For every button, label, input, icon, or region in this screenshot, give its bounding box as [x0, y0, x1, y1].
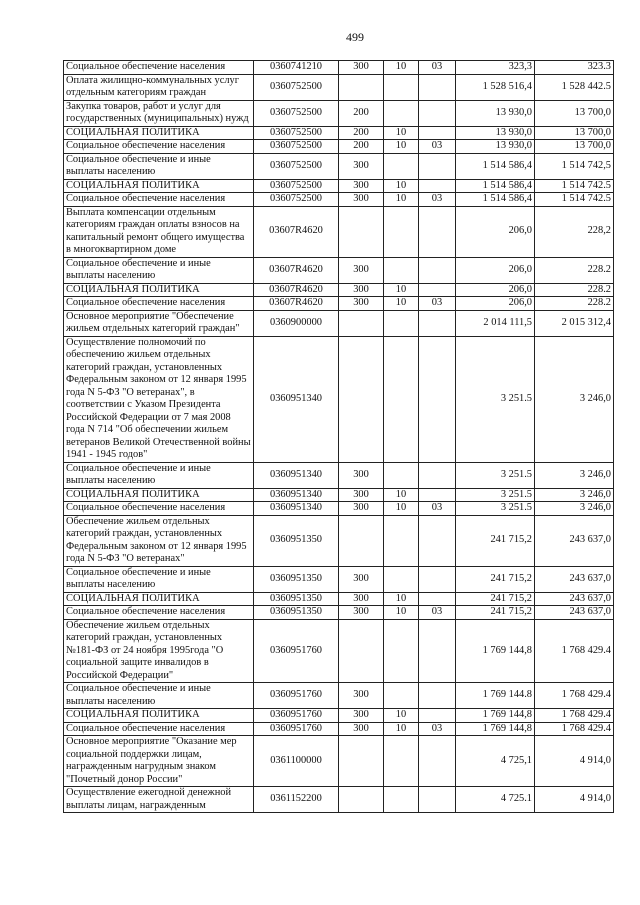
target-article-code: 0360951760	[254, 722, 339, 736]
amount-year-2: 1 768 429.4	[535, 683, 614, 709]
target-article-code: 0360752500	[254, 140, 339, 154]
target-article-code: 0360752500	[254, 126, 339, 140]
amount-year-1: 3 251.5	[456, 462, 535, 488]
expense-type-code: 300	[339, 592, 384, 606]
row-name: Социальное обеспечение и иные выплаты населению	[64, 257, 254, 283]
section-code: 10	[384, 179, 419, 193]
amount-year-1: 1 514 586,4	[456, 193, 535, 207]
section-code	[384, 736, 419, 787]
table-row	[64, 619, 614, 683]
row-name: СОЦИАЛЬНАЯ ПОЛИТИКА	[64, 488, 254, 502]
expense-type-code: 300	[339, 179, 384, 193]
section-code	[384, 683, 419, 709]
target-article-code: 0360951350	[254, 592, 339, 606]
expense-type-code: 300	[339, 297, 384, 311]
amount-year-1: 241 715,2	[456, 592, 535, 606]
subsection-code	[419, 310, 456, 336]
expense-type-code: 300	[339, 683, 384, 709]
section-code	[384, 462, 419, 488]
expense-type-code: 300	[339, 606, 384, 620]
expense-type-code: 300	[339, 153, 384, 179]
section-code: 10	[384, 606, 419, 620]
amount-year-1: 241 715,2	[456, 566, 535, 592]
amount-year-2: 228.2	[535, 283, 614, 297]
section-code: 10	[384, 297, 419, 311]
target-article-code: 0360951760	[254, 683, 339, 709]
budget-table-body	[64, 61, 614, 813]
amount-year-1: 206,0	[456, 257, 535, 283]
table-row	[64, 566, 614, 592]
expense-type-code: 300	[339, 283, 384, 297]
subsection-code: 03	[419, 722, 456, 736]
table-row	[64, 206, 614, 257]
amount-year-2: 13 700,0	[535, 126, 614, 140]
subsection-code	[419, 488, 456, 502]
amount-year-2: 1 514 742.5	[535, 179, 614, 193]
expense-type-code: 300	[339, 502, 384, 516]
subsection-code	[419, 336, 456, 462]
amount-year-2: 3 246,0	[535, 336, 614, 462]
row-name: Социальное обеспечение населения	[64, 502, 254, 516]
amount-year-2: 13 700,0	[535, 100, 614, 126]
amount-year-2: 3 246,0	[535, 502, 614, 516]
table-row	[64, 193, 614, 207]
amount-year-2: 243 637,0	[535, 566, 614, 592]
amount-year-1: 206,0	[456, 297, 535, 311]
row-name: Оплата жилищно-коммунальных услуг отдельным категориям граждан	[64, 74, 254, 100]
target-article-code: 0360752500	[254, 74, 339, 100]
amount-year-1: 3 251.5	[456, 502, 535, 516]
section-code	[384, 100, 419, 126]
amount-year-1: 1 769 144,8	[456, 619, 535, 683]
expense-type-code: 200	[339, 140, 384, 154]
subsection-code	[419, 126, 456, 140]
table-row	[64, 336, 614, 462]
row-name: СОЦИАЛЬНАЯ ПОЛИТИКА	[64, 179, 254, 193]
row-name: Обеспечение жильем отдельных категорий граждан, установленных Федеральным законом от 12 января 1995 года N 5-ФЗ "О ветеранах"	[64, 515, 254, 566]
expense-type-code: 300	[339, 193, 384, 207]
row-name: Социальное обеспечение и иные выплаты населению	[64, 462, 254, 488]
row-name: Обеспечение жильем отдельных категорий граждан, установленных №181-ФЗ от 24 ноября 1995года "О социальной защите инвалидов в Российской Федерации"	[64, 619, 254, 683]
section-code: 10	[384, 126, 419, 140]
amount-year-1: 1 514 586,4	[456, 153, 535, 179]
table-row	[64, 283, 614, 297]
table-row	[64, 462, 614, 488]
row-name: Социальное обеспечение и иные выплаты населению	[64, 683, 254, 709]
expense-type-code: 200	[339, 126, 384, 140]
subsection-code: 03	[419, 193, 456, 207]
row-name: СОЦИАЛЬНАЯ ПОЛИТИКА	[64, 709, 254, 723]
amount-year-1: 13 930,0	[456, 126, 535, 140]
expense-type-code	[339, 74, 384, 100]
section-code: 10	[384, 193, 419, 207]
subsection-code: 03	[419, 502, 456, 516]
amount-year-1: 241 715,2	[456, 515, 535, 566]
target-article-code: 0360951340	[254, 488, 339, 502]
section-code	[384, 206, 419, 257]
table-row	[64, 179, 614, 193]
section-code: 10	[384, 61, 419, 75]
expense-type-code: 300	[339, 257, 384, 283]
subsection-code	[419, 257, 456, 283]
subsection-code	[419, 462, 456, 488]
subsection-code	[419, 683, 456, 709]
expense-type-code: 300	[339, 462, 384, 488]
amount-year-1: 323,3	[456, 61, 535, 75]
table-row	[64, 502, 614, 516]
page-number: 499	[346, 30, 364, 44]
amount-year-1: 206,0	[456, 206, 535, 257]
amount-year-2: 1 514 742,5	[535, 153, 614, 179]
subsection-code	[419, 153, 456, 179]
target-article-code: 0360951340	[254, 462, 339, 488]
target-article-code: 0360951340	[254, 502, 339, 516]
table-row	[64, 74, 614, 100]
table-row	[64, 297, 614, 311]
expense-type-code	[339, 310, 384, 336]
target-article-code: 0360951340	[254, 336, 339, 462]
amount-year-2: 1 768 429.4	[535, 709, 614, 723]
amount-year-1: 13 930,0	[456, 140, 535, 154]
expense-type-code: 200	[339, 100, 384, 126]
amount-year-2: 1 768 429.4	[535, 619, 614, 683]
target-article-code: 03607R4620	[254, 283, 339, 297]
row-name: Социальное обеспечение и иные выплаты населению	[64, 566, 254, 592]
amount-year-1: 1 528 516,4	[456, 74, 535, 100]
subsection-code	[419, 100, 456, 126]
row-name: СОЦИАЛЬНАЯ ПОЛИТИКА	[64, 592, 254, 606]
row-name: Основное мероприятие "Оказание мер социальной поддержки лицам, награжденным нагрудным знаком "Почетный донор России"	[64, 736, 254, 787]
amount-year-1: 1 769 144,8	[456, 709, 535, 723]
amount-year-1: 241 715,2	[456, 606, 535, 620]
amount-year-2: 228.2	[535, 297, 614, 311]
amount-year-2: 3 246,0	[535, 462, 614, 488]
subsection-code: 03	[419, 61, 456, 75]
amount-year-1: 3 251.5	[456, 336, 535, 462]
target-article-code: 0360752500	[254, 100, 339, 126]
section-code: 10	[384, 722, 419, 736]
expense-type-code: 300	[339, 722, 384, 736]
amount-year-1: 3 251.5	[456, 488, 535, 502]
row-name: Осуществление полномочий по обеспечению жильем отдельных категорий граждан, установленных Федеральным законом от 12 января 1995 года N 5-ФЗ "О ветеранах", в соответствии с Указом Президента Российской Федерации от 7 мая 2008 года N 714 "Об обеспечении жильем ветеранов Великой Отечественной войны 1941 - 1945 годов"	[64, 336, 254, 462]
row-name: СОЦИАЛЬНАЯ ПОЛИТИКА	[64, 283, 254, 297]
expense-type-code	[339, 619, 384, 683]
target-article-code: 03607R4620	[254, 257, 339, 283]
amount-year-2: 2 015 312,4	[535, 310, 614, 336]
amount-year-1: 13 930,0	[456, 100, 535, 126]
section-code: 10	[384, 709, 419, 723]
target-article-code: 0360741210	[254, 61, 339, 75]
subsection-code	[419, 592, 456, 606]
table-row	[64, 61, 614, 75]
section-code	[384, 619, 419, 683]
subsection-code	[419, 736, 456, 787]
section-code: 10	[384, 488, 419, 502]
amount-year-1: 4 725.1	[456, 787, 535, 813]
section-code: 10	[384, 140, 419, 154]
section-code: 10	[384, 283, 419, 297]
table-row	[64, 126, 614, 140]
amount-year-1: 1 769 144.8	[456, 683, 535, 709]
amount-year-2: 1 768 429.4	[535, 722, 614, 736]
target-article-code: 0360951350	[254, 566, 339, 592]
amount-year-2: 4 914,0	[535, 787, 614, 813]
table-row	[64, 488, 614, 502]
target-article-code: 0361152200	[254, 787, 339, 813]
table-row	[64, 787, 614, 813]
amount-year-2: 1 514 742.5	[535, 193, 614, 207]
subsection-code	[419, 709, 456, 723]
amount-year-2: 3 246,0	[535, 488, 614, 502]
section-code	[384, 74, 419, 100]
subsection-code: 03	[419, 140, 456, 154]
expense-type-code: 300	[339, 61, 384, 75]
section-code	[384, 566, 419, 592]
subsection-code	[419, 515, 456, 566]
section-code	[384, 310, 419, 336]
amount-year-1: 2 014 111,5	[456, 310, 535, 336]
amount-year-2: 323.3	[535, 61, 614, 75]
table-row	[64, 736, 614, 787]
amount-year-2: 1 528 442.5	[535, 74, 614, 100]
section-code: 10	[384, 592, 419, 606]
row-name: Социальное обеспечение населения	[64, 606, 254, 620]
target-article-code: 0360951350	[254, 515, 339, 566]
target-article-code: 0360951760	[254, 619, 339, 683]
amount-year-2: 243 637,0	[535, 515, 614, 566]
section-code	[384, 787, 419, 813]
subsection-code	[419, 74, 456, 100]
subsection-code: 03	[419, 297, 456, 311]
expense-type-code: 300	[339, 566, 384, 592]
table-row	[64, 153, 614, 179]
amount-year-2: 228,2	[535, 206, 614, 257]
row-name: СОЦИАЛЬНАЯ ПОЛИТИКА	[64, 126, 254, 140]
expense-type-code	[339, 206, 384, 257]
row-name: Основное мероприятие "Обеспечение жильем отдельных категорий граждан"	[64, 310, 254, 336]
expense-type-code	[339, 736, 384, 787]
section-code	[384, 336, 419, 462]
table-row	[64, 100, 614, 126]
row-name: Социальное обеспечение населения	[64, 297, 254, 311]
target-article-code: 0360900000	[254, 310, 339, 336]
subsection-code: 03	[419, 606, 456, 620]
expense-type-code	[339, 515, 384, 566]
subsection-code	[419, 206, 456, 257]
amount-year-1: 4 725,1	[456, 736, 535, 787]
subsection-code	[419, 179, 456, 193]
amount-year-1: 1 514 586,4	[456, 179, 535, 193]
section-code	[384, 515, 419, 566]
expense-type-code	[339, 787, 384, 813]
target-article-code: 0361100000	[254, 736, 339, 787]
amount-year-2: 13 700,0	[535, 140, 614, 154]
expense-type-code	[339, 336, 384, 462]
table-row	[64, 722, 614, 736]
amount-year-1: 1 769 144,8	[456, 722, 535, 736]
table-row	[64, 709, 614, 723]
amount-year-1: 206,0	[456, 283, 535, 297]
target-article-code: 0360752500	[254, 153, 339, 179]
subsection-code	[419, 566, 456, 592]
section-code: 10	[384, 502, 419, 516]
amount-year-2: 243 637,0	[535, 592, 614, 606]
subsection-code	[419, 619, 456, 683]
expense-type-code: 300	[339, 488, 384, 502]
row-name: Социальное обеспечение населения	[64, 193, 254, 207]
row-name: Закупка товаров, работ и услуг для государственных (муниципальных) нужд	[64, 100, 254, 126]
section-code	[384, 153, 419, 179]
table-row	[64, 515, 614, 566]
row-name: Социальное обеспечение населения	[64, 61, 254, 75]
target-article-code: 03607R4620	[254, 206, 339, 257]
table-row	[64, 140, 614, 154]
table-row	[64, 592, 614, 606]
target-article-code: 0360951760	[254, 709, 339, 723]
table-row	[64, 257, 614, 283]
amount-year-2: 4 914,0	[535, 736, 614, 787]
section-code	[384, 257, 419, 283]
target-article-code: 03607R4620	[254, 297, 339, 311]
row-name: Социальное обеспечение населения	[64, 140, 254, 154]
target-article-code: 0360752500	[254, 193, 339, 207]
target-article-code: 0360752500	[254, 179, 339, 193]
expense-type-code: 300	[339, 709, 384, 723]
row-name: Осуществление ежегодной денежной выплаты лицам, награжденным	[64, 787, 254, 813]
subsection-code	[419, 787, 456, 813]
amount-year-2: 228.2	[535, 257, 614, 283]
target-article-code: 0360951350	[254, 606, 339, 620]
table-row	[64, 310, 614, 336]
amount-year-2: 243 637,0	[535, 606, 614, 620]
row-name: Социальное обеспечение населения	[64, 722, 254, 736]
table-row	[64, 683, 614, 709]
subsection-code	[419, 283, 456, 297]
row-name: Выплата компенсации отдельным категориям граждан оплаты взносов на капитальный ремонт общего имущества в многоквартирном доме	[64, 206, 254, 257]
budget-table	[63, 60, 614, 813]
table-row	[64, 606, 614, 620]
row-name: Социальное обеспечение и иные выплаты населению	[64, 153, 254, 179]
